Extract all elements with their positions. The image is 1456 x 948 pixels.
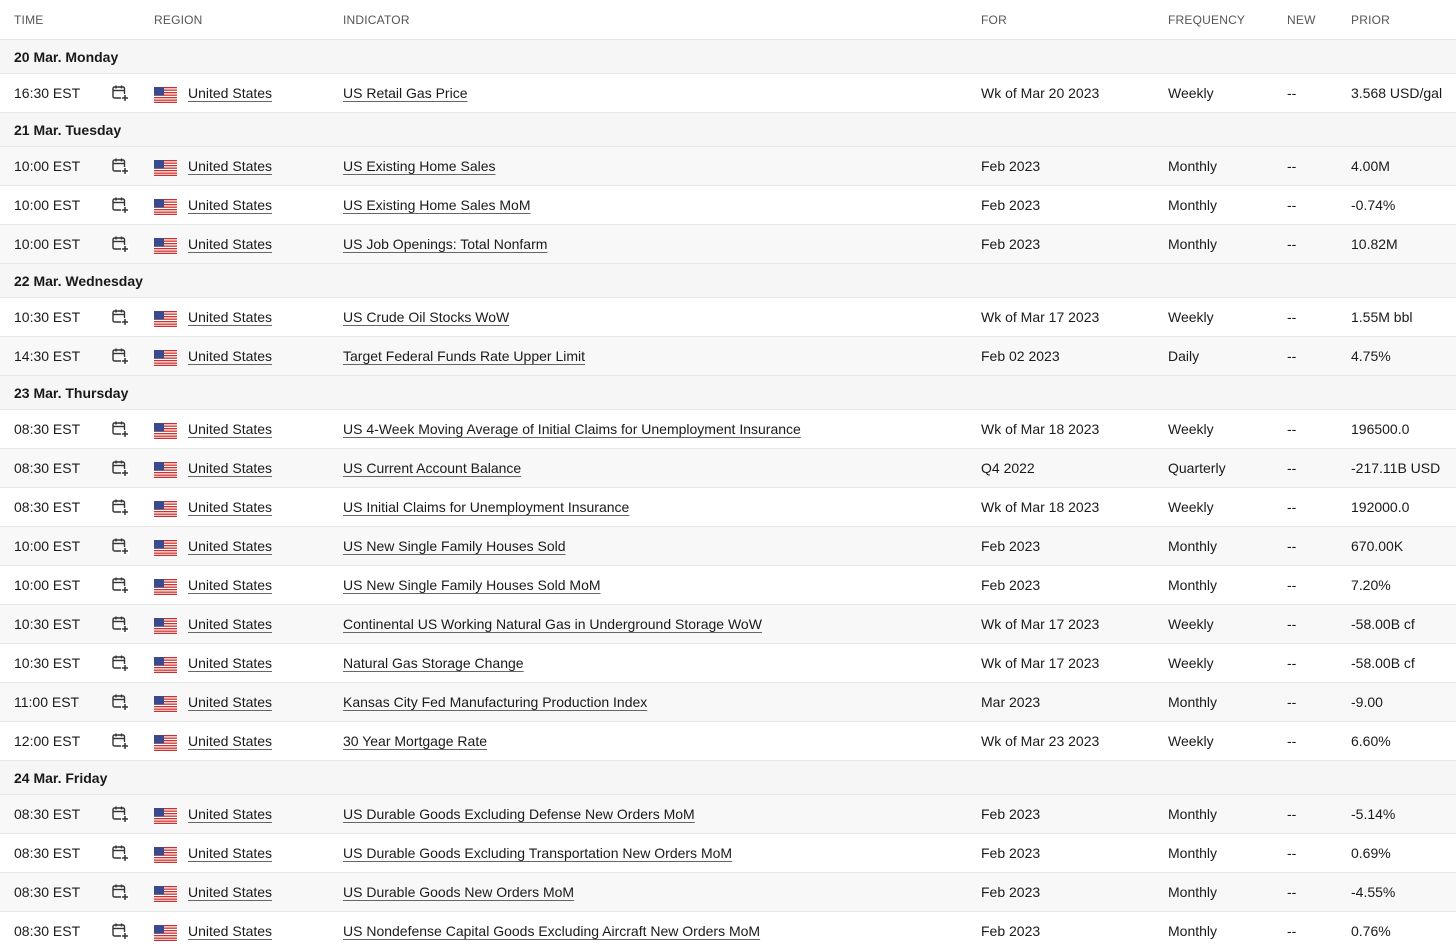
day-group-header bbox=[0, 113, 1456, 147]
event-time: 08:30 EST bbox=[14, 460, 81, 476]
event-frequency: Monthly bbox=[1168, 694, 1218, 710]
day-group-header bbox=[0, 376, 1456, 410]
column-header-indicator: INDICATOR bbox=[343, 13, 410, 27]
event-new-value: -- bbox=[1287, 538, 1297, 554]
column-header-time: TIME bbox=[14, 13, 44, 27]
event-new-value: -- bbox=[1287, 655, 1297, 671]
indicator-link[interactable]: US New Single Family Houses Sold bbox=[343, 538, 566, 554]
event-time: 16:30 EST bbox=[14, 85, 81, 101]
day-label: 23 Mar. Thursday bbox=[14, 385, 129, 401]
event-prior-value: 10.82M bbox=[1351, 236, 1398, 252]
calendar-add-icon[interactable] bbox=[111, 235, 129, 253]
event-period: Feb 2023 bbox=[981, 577, 1041, 593]
event-prior-value: 192000.0 bbox=[1351, 499, 1410, 515]
calendar-add-icon[interactable] bbox=[111, 654, 129, 672]
event-new-value: -- bbox=[1287, 197, 1297, 213]
table-row bbox=[0, 74, 1456, 113]
event-period: Wk of Mar 20 2023 bbox=[981, 85, 1100, 101]
day-group-header bbox=[0, 40, 1456, 74]
us-flag-icon bbox=[154, 238, 177, 254]
event-period: Wk of Mar 17 2023 bbox=[981, 655, 1100, 671]
us-flag-icon bbox=[154, 886, 177, 902]
event-new-value: -- bbox=[1287, 923, 1297, 939]
table-row bbox=[0, 147, 1456, 186]
event-time: 11:00 EST bbox=[14, 694, 80, 710]
calendar-add-icon[interactable] bbox=[111, 537, 129, 555]
event-frequency: Weekly bbox=[1168, 655, 1214, 671]
event-prior-value: -58.00B cf bbox=[1351, 655, 1415, 671]
event-prior-value: 6.60% bbox=[1351, 733, 1391, 749]
us-flag-icon bbox=[154, 160, 177, 176]
event-period: Wk of Mar 17 2023 bbox=[981, 616, 1100, 632]
us-flag-icon bbox=[154, 925, 177, 941]
event-time: 14:30 EST bbox=[14, 348, 81, 364]
us-flag-icon bbox=[154, 808, 177, 824]
event-period: Q4 2022 bbox=[981, 460, 1035, 476]
table-row bbox=[0, 834, 1456, 873]
event-time: 10:30 EST bbox=[14, 309, 81, 325]
event-period: Feb 2023 bbox=[981, 236, 1041, 252]
event-time: 08:30 EST bbox=[14, 884, 81, 900]
event-prior-value: 670.00K bbox=[1351, 538, 1404, 554]
table-row bbox=[0, 298, 1456, 337]
table-row bbox=[0, 337, 1456, 376]
column-header-frequency: FREQUENCY bbox=[1168, 13, 1246, 27]
table-row bbox=[0, 488, 1456, 527]
table-row bbox=[0, 527, 1456, 566]
event-period: Feb 2023 bbox=[981, 158, 1041, 174]
region-link[interactable]: United States bbox=[188, 197, 273, 213]
event-prior-value: -0.74% bbox=[1351, 197, 1396, 213]
indicator-link[interactable]: US Initial Claims for Unemployment Insurance bbox=[343, 499, 630, 515]
indicator-link[interactable]: Continental US Working Natural Gas in Underground Storage WoW bbox=[343, 616, 762, 632]
event-frequency: Weekly bbox=[1168, 733, 1214, 749]
indicator-link[interactable]: US Durable Goods Excluding Transportation New Orders MoM bbox=[343, 845, 733, 861]
table-row bbox=[0, 449, 1456, 488]
event-new-value: -- bbox=[1287, 348, 1297, 364]
event-frequency: Monthly bbox=[1168, 577, 1218, 593]
event-prior-value: -5.14% bbox=[1351, 806, 1396, 822]
table-row bbox=[0, 225, 1456, 264]
event-prior-value: 7.20% bbox=[1351, 577, 1391, 593]
event-period: Wk of Mar 23 2023 bbox=[981, 733, 1100, 749]
day-label: 20 Mar. Monday bbox=[14, 49, 119, 65]
us-flag-icon bbox=[154, 696, 177, 712]
calendar-add-icon[interactable] bbox=[111, 883, 129, 901]
day-group-header bbox=[0, 264, 1456, 298]
indicator-link[interactable]: Kansas City Fed Manufacturing Production Index bbox=[343, 694, 648, 710]
us-flag-icon bbox=[154, 199, 177, 215]
column-header-for: FOR bbox=[981, 13, 1007, 27]
indicator-link[interactable]: US New Single Family Houses Sold MoM bbox=[343, 577, 601, 593]
region-link[interactable]: United States bbox=[188, 499, 273, 515]
event-period: Feb 2023 bbox=[981, 923, 1041, 939]
event-period: Feb 2023 bbox=[981, 197, 1041, 213]
event-frequency: Monthly bbox=[1168, 806, 1218, 822]
us-flag-icon bbox=[154, 87, 177, 103]
indicator-link[interactable]: US Job Openings: Total Nonfarm bbox=[343, 236, 548, 252]
indicator-link[interactable]: US Durable Goods Excluding Defense New Orders MoM bbox=[343, 806, 695, 822]
region-link[interactable]: United States bbox=[188, 538, 273, 554]
region-link[interactable]: United States bbox=[188, 845, 273, 861]
table-row bbox=[0, 644, 1456, 683]
calendar-add-icon[interactable] bbox=[111, 693, 129, 711]
table-row bbox=[0, 410, 1456, 449]
event-frequency: Monthly bbox=[1168, 845, 1218, 861]
event-time: 10:30 EST bbox=[14, 616, 81, 632]
event-prior-value: 0.76% bbox=[1351, 923, 1391, 939]
indicator-link[interactable]: Target Federal Funds Rate Upper Limit bbox=[343, 348, 585, 364]
event-frequency: Quarterly bbox=[1168, 460, 1226, 476]
calendar-add-icon[interactable] bbox=[111, 922, 129, 940]
us-flag-icon bbox=[154, 735, 177, 751]
column-header-region: REGION bbox=[154, 13, 203, 27]
event-period: Mar 2023 bbox=[981, 694, 1041, 710]
event-new-value: -- bbox=[1287, 694, 1297, 710]
indicator-link[interactable]: US Durable Goods New Orders MoM bbox=[343, 884, 575, 900]
event-period: Feb 2023 bbox=[981, 845, 1041, 861]
region-link[interactable]: United States bbox=[188, 421, 273, 437]
indicator-link[interactable]: US Crude Oil Stocks WoW bbox=[343, 309, 510, 325]
event-period: Wk of Mar 18 2023 bbox=[981, 499, 1100, 515]
event-new-value: -- bbox=[1287, 309, 1297, 325]
event-new-value: -- bbox=[1287, 460, 1297, 476]
table-row bbox=[0, 605, 1456, 644]
event-prior-value: 196500.0 bbox=[1351, 421, 1410, 437]
event-period: Feb 2023 bbox=[981, 538, 1041, 554]
us-flag-icon bbox=[154, 847, 177, 863]
indicator-link[interactable]: US Existing Home Sales MoM bbox=[343, 197, 531, 213]
event-prior-value: -58.00B cf bbox=[1351, 616, 1415, 632]
table-header bbox=[0, 0, 1456, 40]
event-time: 10:00 EST bbox=[14, 197, 81, 213]
calendar-add-icon[interactable] bbox=[111, 420, 129, 438]
day-label: 21 Mar. Tuesday bbox=[14, 122, 122, 138]
event-time: 08:30 EST bbox=[14, 923, 81, 939]
event-frequency: Weekly bbox=[1168, 309, 1214, 325]
us-flag-icon bbox=[154, 657, 177, 673]
event-new-value: -- bbox=[1287, 85, 1297, 101]
day-label: 24 Mar. Friday bbox=[14, 770, 108, 786]
event-frequency: Monthly bbox=[1168, 158, 1218, 174]
indicator-link[interactable]: Natural Gas Storage Change bbox=[343, 655, 524, 671]
event-time: 08:30 EST bbox=[14, 499, 81, 515]
region-link[interactable]: United States bbox=[188, 309, 273, 325]
event-prior-value: 1.55M bbl bbox=[1351, 309, 1413, 325]
event-frequency: Monthly bbox=[1168, 236, 1218, 252]
event-new-value: -- bbox=[1287, 733, 1297, 749]
region-link[interactable]: United States bbox=[188, 806, 273, 822]
calendar-add-icon[interactable] bbox=[111, 844, 129, 862]
indicator-link[interactable]: US Current Account Balance bbox=[343, 460, 522, 476]
region-link[interactable]: United States bbox=[188, 694, 273, 710]
us-flag-icon bbox=[154, 618, 177, 634]
calendar-add-icon[interactable] bbox=[111, 308, 129, 326]
table-row bbox=[0, 566, 1456, 605]
region-link[interactable]: United States bbox=[188, 733, 273, 749]
event-period: Feb 02 2023 bbox=[981, 348, 1060, 364]
event-time: 10:00 EST bbox=[14, 236, 81, 252]
event-new-value: -- bbox=[1287, 845, 1297, 861]
event-new-value: -- bbox=[1287, 806, 1297, 822]
event-period: Feb 2023 bbox=[981, 884, 1041, 900]
event-prior-value: -9.00 bbox=[1351, 694, 1383, 710]
event-time: 10:00 EST bbox=[14, 538, 81, 554]
event-prior-value: 4.00M bbox=[1351, 158, 1390, 174]
column-header-prior: PRIOR bbox=[1351, 13, 1391, 27]
calendar-add-icon[interactable] bbox=[111, 732, 129, 750]
calendar-add-icon[interactable] bbox=[111, 805, 129, 823]
event-new-value: -- bbox=[1287, 616, 1297, 632]
event-prior-value: 0.69% bbox=[1351, 845, 1391, 861]
event-time: 12:00 EST bbox=[14, 733, 81, 749]
event-new-value: -- bbox=[1287, 577, 1297, 593]
event-period: Wk of Mar 17 2023 bbox=[981, 309, 1100, 325]
us-flag-icon bbox=[154, 311, 177, 327]
calendar-add-icon[interactable] bbox=[111, 157, 129, 175]
event-frequency: Monthly bbox=[1168, 884, 1218, 900]
calendar-add-icon[interactable] bbox=[111, 196, 129, 214]
event-frequency: Monthly bbox=[1168, 538, 1218, 554]
region-link[interactable]: United States bbox=[188, 348, 273, 364]
event-period: Wk of Mar 18 2023 bbox=[981, 421, 1100, 437]
indicator-link[interactable]: 30 Year Mortgage Rate bbox=[343, 733, 487, 749]
indicator-link[interactable]: US 4-Week Moving Average of Initial Claims for Unemployment Insurance bbox=[343, 421, 801, 437]
event-new-value: -- bbox=[1287, 421, 1297, 437]
event-frequency: Weekly bbox=[1168, 85, 1214, 101]
calendar-add-icon[interactable] bbox=[111, 615, 129, 633]
event-prior-value: -4.55% bbox=[1351, 884, 1396, 900]
region-link[interactable]: United States bbox=[188, 236, 273, 252]
us-flag-icon bbox=[154, 350, 177, 366]
event-time: 10:30 EST bbox=[14, 655, 81, 671]
event-frequency: Daily bbox=[1168, 348, 1200, 364]
event-time: 10:00 EST bbox=[14, 158, 81, 174]
region-link[interactable]: United States bbox=[188, 884, 273, 900]
event-frequency: Monthly bbox=[1168, 923, 1218, 939]
table-row bbox=[0, 722, 1456, 761]
event-frequency: Weekly bbox=[1168, 421, 1214, 437]
event-new-value: -- bbox=[1287, 236, 1297, 252]
event-new-value: -- bbox=[1287, 499, 1297, 515]
event-time: 08:30 EST bbox=[14, 806, 81, 822]
indicator-link[interactable]: US Retail Gas Price bbox=[343, 85, 468, 101]
event-frequency: Weekly bbox=[1168, 616, 1214, 632]
event-prior-value: 4.75% bbox=[1351, 348, 1391, 364]
event-prior-value: 3.568 USD/gal bbox=[1351, 85, 1443, 101]
event-time: 08:30 EST bbox=[14, 421, 81, 437]
calendar-add-icon[interactable] bbox=[111, 498, 129, 516]
event-new-value: -- bbox=[1287, 158, 1297, 174]
event-prior-value: -217.11B USD bbox=[1351, 460, 1441, 476]
region-link[interactable]: United States bbox=[188, 655, 273, 671]
event-frequency: Monthly bbox=[1168, 197, 1218, 213]
indicator-link[interactable]: US Existing Home Sales bbox=[343, 158, 496, 174]
indicator-link[interactable]: US Nondefense Capital Goods Excluding Aircraft New Orders MoM bbox=[343, 923, 761, 939]
event-time: 10:00 EST bbox=[14, 577, 81, 593]
region-link[interactable]: United States bbox=[188, 923, 273, 939]
table-row bbox=[0, 873, 1456, 912]
us-flag-icon bbox=[154, 423, 177, 439]
table-row bbox=[0, 683, 1456, 722]
region-link[interactable]: United States bbox=[188, 158, 273, 174]
us-flag-icon bbox=[154, 501, 177, 517]
region-link[interactable]: United States bbox=[188, 460, 273, 476]
region-link[interactable]: United States bbox=[188, 616, 273, 632]
region-link[interactable]: United States bbox=[188, 85, 273, 101]
calendar-add-icon[interactable] bbox=[111, 347, 129, 365]
calendar-add-icon[interactable] bbox=[111, 84, 129, 102]
event-new-value: -- bbox=[1287, 884, 1297, 900]
table-row bbox=[0, 912, 1456, 948]
column-header-new: NEW bbox=[1287, 13, 1316, 27]
event-period: Feb 2023 bbox=[981, 806, 1041, 822]
us-flag-icon bbox=[154, 462, 177, 478]
calendar-add-icon[interactable] bbox=[111, 459, 129, 477]
day-label: 22 Mar. Wednesday bbox=[14, 273, 143, 289]
table-row bbox=[0, 186, 1456, 225]
region-link[interactable]: United States bbox=[188, 577, 273, 593]
event-frequency: Weekly bbox=[1168, 499, 1214, 515]
day-group-header bbox=[0, 761, 1456, 795]
us-flag-icon bbox=[154, 579, 177, 595]
table-row bbox=[0, 795, 1456, 834]
event-time: 08:30 EST bbox=[14, 845, 81, 861]
us-flag-icon bbox=[154, 540, 177, 556]
calendar-add-icon[interactable] bbox=[111, 576, 129, 594]
